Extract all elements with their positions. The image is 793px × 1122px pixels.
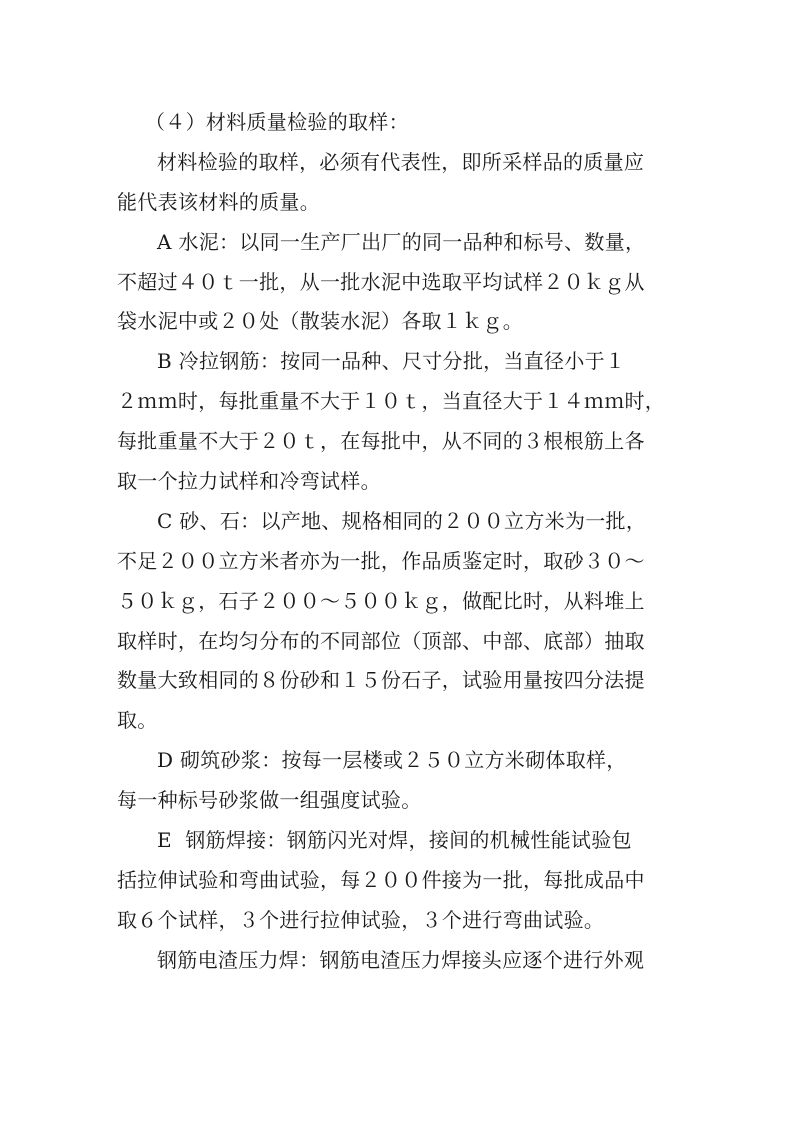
intro-paragraph-line-2: 能代表该材料的质量。 (117, 189, 320, 214)
section-heading: （４）材料质量检验的取样： (145, 110, 409, 134)
item-e-line-1: E 钢筋焊接：钢筋闪光对焊，接间的机械性能试验包 (157, 828, 632, 853)
document-page (117, 103, 677, 981)
item-c-line-3: ５０ｋｇ，石子２００～５００ｋｇ，做配比时，从料堆上 (117, 588, 645, 613)
item-c-line-5: 数量大致相同的８份砂和１５份石子，试验用量按四分法提 (117, 668, 645, 693)
intro-paragraph-line-1: 材料检验的取样，必须有代表性，即所采样品的质量应 (157, 149, 645, 174)
item-c-line-2: 不足２００立方米者亦为一批，作品质鉴定时，取砂３０～ (117, 548, 645, 573)
item-c-line-6: 取。 (117, 708, 158, 733)
item-e-line-3: 取６个试样，３个进行拉伸试验，３个进行弯曲试验。 (117, 907, 605, 932)
item-b-line-2: ２ｍｍ时，每批重量不大于１０ｔ，当直径大于１４ｍｍ时， (117, 389, 666, 414)
item-d-line-2: 每一种标号砂浆做一组强度试验。 (117, 788, 422, 813)
item-c-line-4: 取样时，在均匀分布的不同部位（顶部、中部、底部）抽取 (117, 628, 645, 653)
item-b-line-4: 取一个拉力试样和冷弯试样。 (117, 469, 381, 494)
item-c-line-1: C 砂、石：以产地、规格相同的２００立方米为一批， (157, 508, 647, 533)
item-d-line-1: D 砌筑砂浆：按每一层楼或２５０立方米砌体取样， (157, 748, 627, 773)
electroslag-line-1: 钢筋电渣压力焊：钢筋电渣压力焊接头应逐个进行外观 (157, 947, 645, 972)
item-a-line-1: A 水泥：以同一生产厂出厂的同一品种和标号、数量， (157, 229, 646, 254)
item-e-line-2: 括拉伸试验和弯曲试验，每２００件接为一批，每批成品中 (117, 867, 645, 892)
item-b-line-3: 每批重量不大于２０ｔ，在每批中，从不同的３根根筋上各 (117, 429, 645, 454)
item-a-line-2: 不超过４０ｔ一批，从一批水泥中选取平均试样２０ｋｇ从 (117, 269, 645, 294)
item-b-line-1: B 冷拉钢筋：按同一品种、尺寸分批，当直径小于１ (157, 349, 626, 374)
item-a-line-3: 袋水泥中或２０处（散装水泥）各取１ｋｇ。 (117, 309, 523, 334)
